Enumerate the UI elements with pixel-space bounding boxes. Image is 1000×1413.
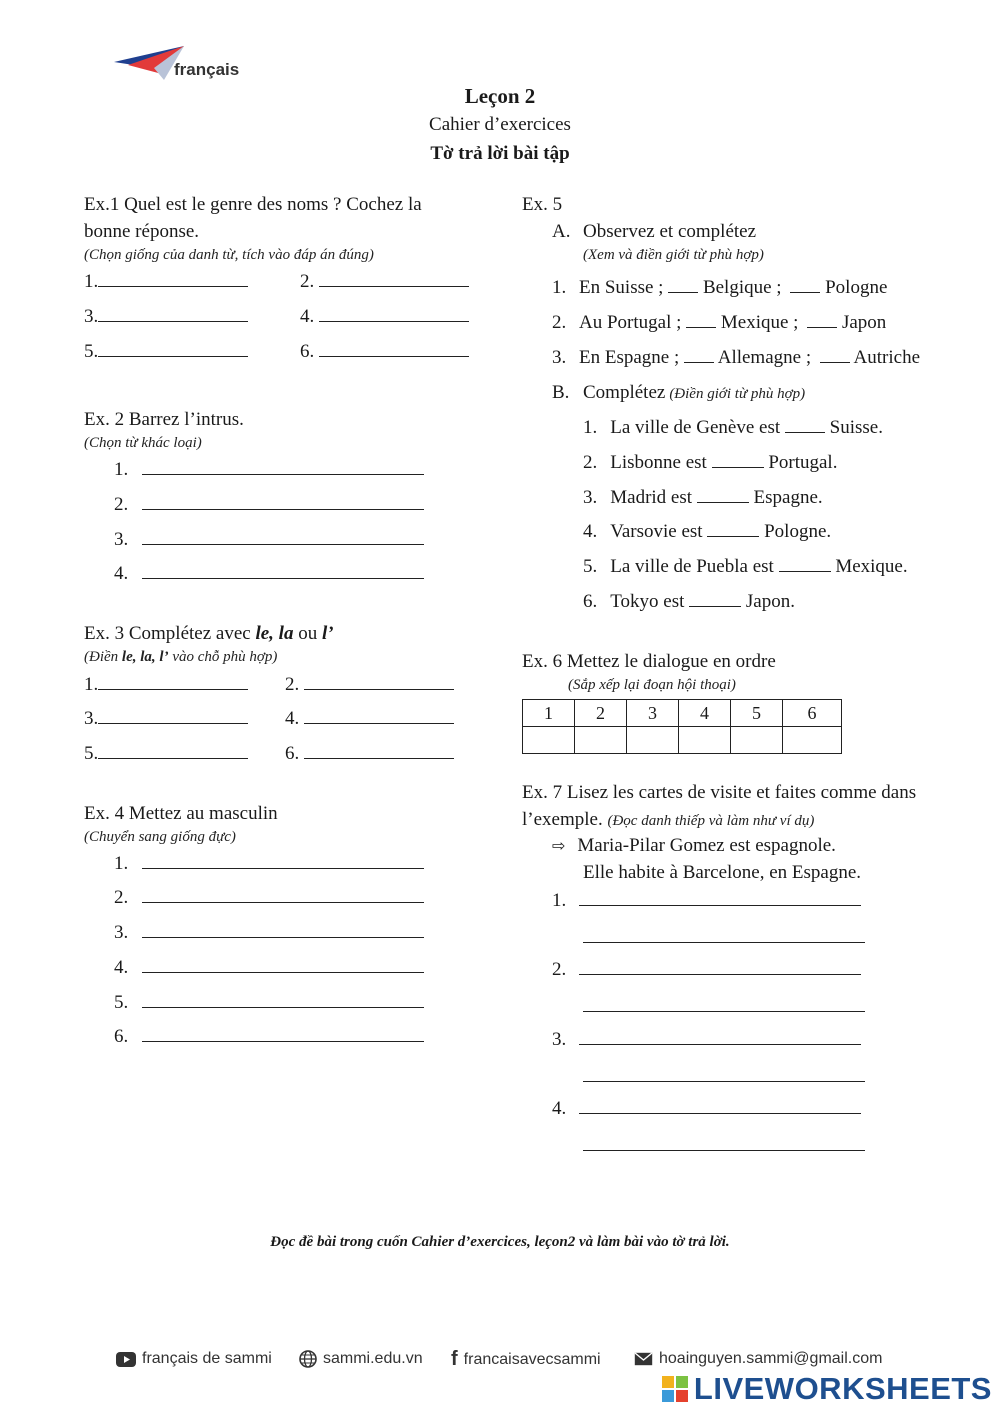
ex7-answer-4[interactable]: [552, 1097, 861, 1120]
item-text: Mexique.: [830, 556, 908, 577]
ex4-answer-6[interactable]: [114, 1025, 424, 1048]
item-number: 1.: [552, 890, 567, 911]
ex4-title: Ex. 4 Mettez au masculin: [84, 803, 278, 824]
item-text: Au Portugal ;: [579, 312, 687, 333]
ex2-answer-1[interactable]: [114, 458, 424, 481]
ex3-answer-5[interactable]: [84, 742, 248, 765]
item-text: La ville de Genève est: [610, 417, 785, 438]
ex5-title: Ex. 5: [522, 194, 563, 215]
ex5-partB-title: Complétez: [583, 382, 666, 403]
item-text: Pologne: [820, 277, 888, 298]
ex4-answer-4[interactable]: [114, 956, 424, 979]
ex1-answer-1[interactable]: [84, 270, 248, 293]
liveworksheets-logo-icon: [662, 1376, 688, 1402]
liveworksheets-text: LIVEWORKSHEETS: [693, 1371, 992, 1406]
ex4-answer-3[interactable]: [114, 921, 424, 944]
ex6-order-table: [522, 699, 842, 754]
ex1-answer-3[interactable]: [84, 305, 248, 328]
item-number: 6.: [300, 341, 315, 362]
ex5-B-item-1[interactable]: [583, 416, 883, 439]
item-number: 2.: [552, 959, 567, 980]
item-number: 6.: [285, 743, 300, 764]
ex3-hint-text: (Điền: [84, 649, 122, 665]
ex7-hint: (Đọc danh thiếp và làm như ví dụ): [607, 813, 815, 829]
ex6-answer-cell[interactable]: [731, 727, 783, 754]
item-number: 2.: [552, 312, 567, 333]
item-text: Suisse.: [824, 417, 883, 438]
footer-email[interactable]: [634, 1350, 882, 1368]
ex7-answer-3[interactable]: [552, 1028, 861, 1051]
footer-youtube-text: français de sammi: [142, 1350, 272, 1367]
item-number: 2.: [114, 887, 129, 908]
item-number: 2.: [114, 494, 129, 515]
ex4-hint: (Chuyển sang giống đực): [84, 829, 236, 845]
item-text: La ville de Puebla est: [610, 556, 779, 577]
ex5-partA-label: A.: [552, 221, 571, 242]
ex7-answer-4-line2[interactable]: [583, 1134, 865, 1156]
ex5-B-item-2[interactable]: [583, 451, 837, 474]
liveworksheets-brand[interactable]: [662, 1371, 992, 1407]
ex1-answer-6[interactable]: [300, 340, 469, 363]
item-number: 1.: [114, 459, 129, 480]
ex6-col-1: 1: [523, 700, 575, 727]
item-number: 2.: [300, 271, 315, 292]
item-number: 1.: [84, 271, 99, 292]
item-number: 3.: [583, 487, 598, 508]
ex4-answer-1[interactable]: [114, 852, 424, 875]
ex7-example-line1: Maria-Pilar Gomez est espagnole.: [577, 835, 836, 856]
item-number: 5.: [114, 992, 129, 1013]
ex6-answer-cell[interactable]: [575, 727, 627, 754]
ex2-answer-4[interactable]: [114, 562, 424, 585]
page-title: Leçon 2: [464, 84, 536, 108]
ex3-answer-4[interactable]: [285, 707, 454, 730]
ex2-hint: (Chọn từ khác loại): [84, 435, 202, 451]
item-text: Japon.: [741, 591, 795, 612]
footer-facebook-text: francaisavecsammi: [463, 1350, 601, 1368]
ex5-B-item-6[interactable]: [583, 590, 795, 613]
ex7-title: Ex. 7 Lisez les cartes de visite et faites comme dans: [522, 782, 917, 803]
item-number: 1.: [114, 853, 129, 874]
footer-youtube[interactable]: [116, 1350, 272, 1368]
arrow-right-icon: ⇨: [552, 836, 566, 855]
ex7-answer-3-line2[interactable]: [583, 1065, 865, 1087]
item-number: 3.: [84, 306, 99, 327]
ex3-title: [84, 623, 334, 645]
item-text: Autriche: [849, 347, 921, 368]
ex3-hint: [84, 649, 277, 666]
item-text: Tokyo est: [610, 591, 690, 612]
ex3-title-mid: ou: [293, 623, 322, 644]
ex2-answer-3[interactable]: [114, 528, 424, 551]
ex6-answer-cell[interactable]: [627, 727, 679, 754]
item-number: 4.: [552, 1098, 567, 1119]
ex6-col-4: 4: [679, 700, 731, 727]
item-number: 3.: [552, 1029, 567, 1050]
item-text: En Suisse ;: [579, 277, 669, 298]
item-number: 3.: [114, 529, 129, 550]
ex1-answer-2[interactable]: [300, 270, 469, 293]
footer-website-text: sammi.edu.vn: [323, 1350, 423, 1367]
item-number: 4.: [300, 306, 315, 327]
ex7-answer-1[interactable]: [552, 889, 861, 912]
ex6-header-row: [523, 700, 842, 727]
item-text: Mexique ;: [716, 312, 804, 333]
ex5-partB-hint: (Điền giới từ phù hợp): [669, 386, 806, 402]
ex5-B-item-4[interactable]: [583, 520, 831, 543]
instruction-note: Đọc đề bài trong cuốn Cahier d’exercices, leçon2 và làm bài vào tờ trả lời.: [270, 1234, 730, 1250]
item-number: 2.: [583, 452, 598, 473]
item-text: Madrid est: [610, 487, 697, 508]
item-number: 3.: [552, 347, 567, 368]
ex1-answer-5[interactable]: [84, 340, 248, 363]
item-number: 6.: [114, 1026, 129, 1047]
item-number: 4.: [114, 563, 129, 584]
facebook-icon: f: [451, 1348, 458, 1370]
ex3-answer-6[interactable]: [285, 742, 454, 765]
ex7-title-text: l’exemple.: [522, 809, 608, 830]
ex5-B-item-3[interactable]: [583, 486, 823, 509]
globe-icon: [299, 1350, 317, 1368]
ex3-hint-suffix: vào chỗ phù hợp): [168, 649, 278, 665]
page-subtitle-vn: Tờ trả lời bài tập: [430, 143, 570, 164]
item-text: En Espagne ;: [579, 347, 685, 368]
ex5-partA-hint: (Xem và điền giới từ phù hợp): [583, 247, 764, 263]
item-text: Belgique ;: [698, 277, 787, 298]
item-number: 3.: [114, 922, 129, 943]
item-text: Pologne.: [759, 521, 832, 542]
item-number: 5.: [84, 341, 99, 362]
logo: [114, 44, 254, 88]
page-subtitle: Cahier d’exercices: [429, 114, 571, 135]
ex7-title-line2: [522, 809, 814, 831]
mail-icon: [634, 1352, 653, 1366]
ex5-A-item-1[interactable]: [552, 276, 887, 299]
ex7-answer-2-line2[interactable]: [583, 995, 865, 1017]
ex7-example: [552, 835, 836, 857]
youtube-icon: [116, 1352, 136, 1367]
ex5-A-item-3[interactable]: [552, 346, 920, 369]
item-text: Allemagne ;: [714, 347, 816, 368]
ex2-title: Ex. 2 Barrez l’intrus.: [84, 409, 244, 430]
logo-text: français: [174, 60, 240, 79]
ex6-answer-cell[interactable]: [679, 727, 731, 754]
footer-facebook[interactable]: [451, 1348, 601, 1371]
item-text: Espagne.: [748, 487, 823, 508]
item-text: Varsovie est: [610, 521, 708, 542]
ex5-partB-heading: [583, 382, 805, 404]
ex3-title-bold: le, la: [255, 623, 294, 644]
item-number: 1.: [552, 277, 567, 298]
item-number: 4.: [285, 708, 300, 729]
ex1-title: Ex.1 Quel est le genre des noms ? Cochez la: [84, 194, 422, 215]
item-number: 1.: [84, 674, 99, 695]
item-text: Portugal.: [763, 452, 838, 473]
ex5-A-item-2[interactable]: [552, 311, 886, 334]
ex3-answer-3[interactable]: [84, 707, 248, 730]
ex6-answer-cell[interactable]: [523, 727, 575, 754]
item-number: 5.: [583, 556, 598, 577]
ex1-answer-4[interactable]: [300, 305, 469, 328]
ex6-title: Ex. 6 Mettez le dialogue en ordre: [522, 651, 776, 672]
ex3-answer-2[interactable]: [285, 673, 454, 696]
item-number: 2.: [285, 674, 300, 695]
ex4-answer-5[interactable]: [114, 991, 424, 1014]
ex5-partB-label: B.: [552, 382, 570, 403]
item-text: Japon: [837, 312, 887, 333]
item-number: 4.: [583, 521, 598, 542]
ex3-title-bold2: l’: [321, 623, 334, 644]
ex6-col-5: 5: [731, 700, 783, 727]
footer-email-text: hoainguyen.sammi@gmail.com: [659, 1350, 883, 1367]
item-number: 6.: [583, 591, 598, 612]
ex6-answer-row: [523, 727, 842, 754]
ex6-col-6: 6: [783, 700, 842, 727]
ex6-col-3: 3: [627, 700, 679, 727]
item-number: 4.: [114, 957, 129, 978]
ex7-answer-2[interactable]: [552, 958, 861, 981]
footer-website[interactable]: [299, 1350, 423, 1368]
ex3-title-text: Ex. 3 Complétez avec: [84, 623, 256, 644]
item-number: 1.: [583, 417, 598, 438]
ex1-title-line2: bonne réponse.: [84, 221, 200, 242]
ex6-answer-cell[interactable]: [783, 727, 842, 754]
ex7-example-line2: Elle habite à Barcelone, en Espagne.: [583, 862, 862, 883]
ex7-answer-1-line2[interactable]: [583, 926, 865, 948]
ex3-answer-1[interactable]: [84, 673, 248, 696]
ex5-B-item-5[interactable]: [583, 555, 908, 578]
item-text: Lisbonne est: [610, 452, 712, 473]
ex1-hint: (Chọn giống của danh từ, tích vào đáp án đúng): [84, 247, 374, 263]
ex5-partA-title: Observez et complétez: [583, 221, 757, 242]
ex6-col-2: 2: [575, 700, 627, 727]
ex6-hint: (Sắp xếp lại đoạn hội thoại): [568, 677, 736, 693]
ex3-hint-bold: le, la, l’: [121, 649, 169, 665]
item-number: 3.: [84, 708, 99, 729]
item-number: 5.: [84, 743, 99, 764]
ex2-answer-2[interactable]: [114, 493, 424, 516]
ex4-answer-2[interactable]: [114, 886, 424, 909]
